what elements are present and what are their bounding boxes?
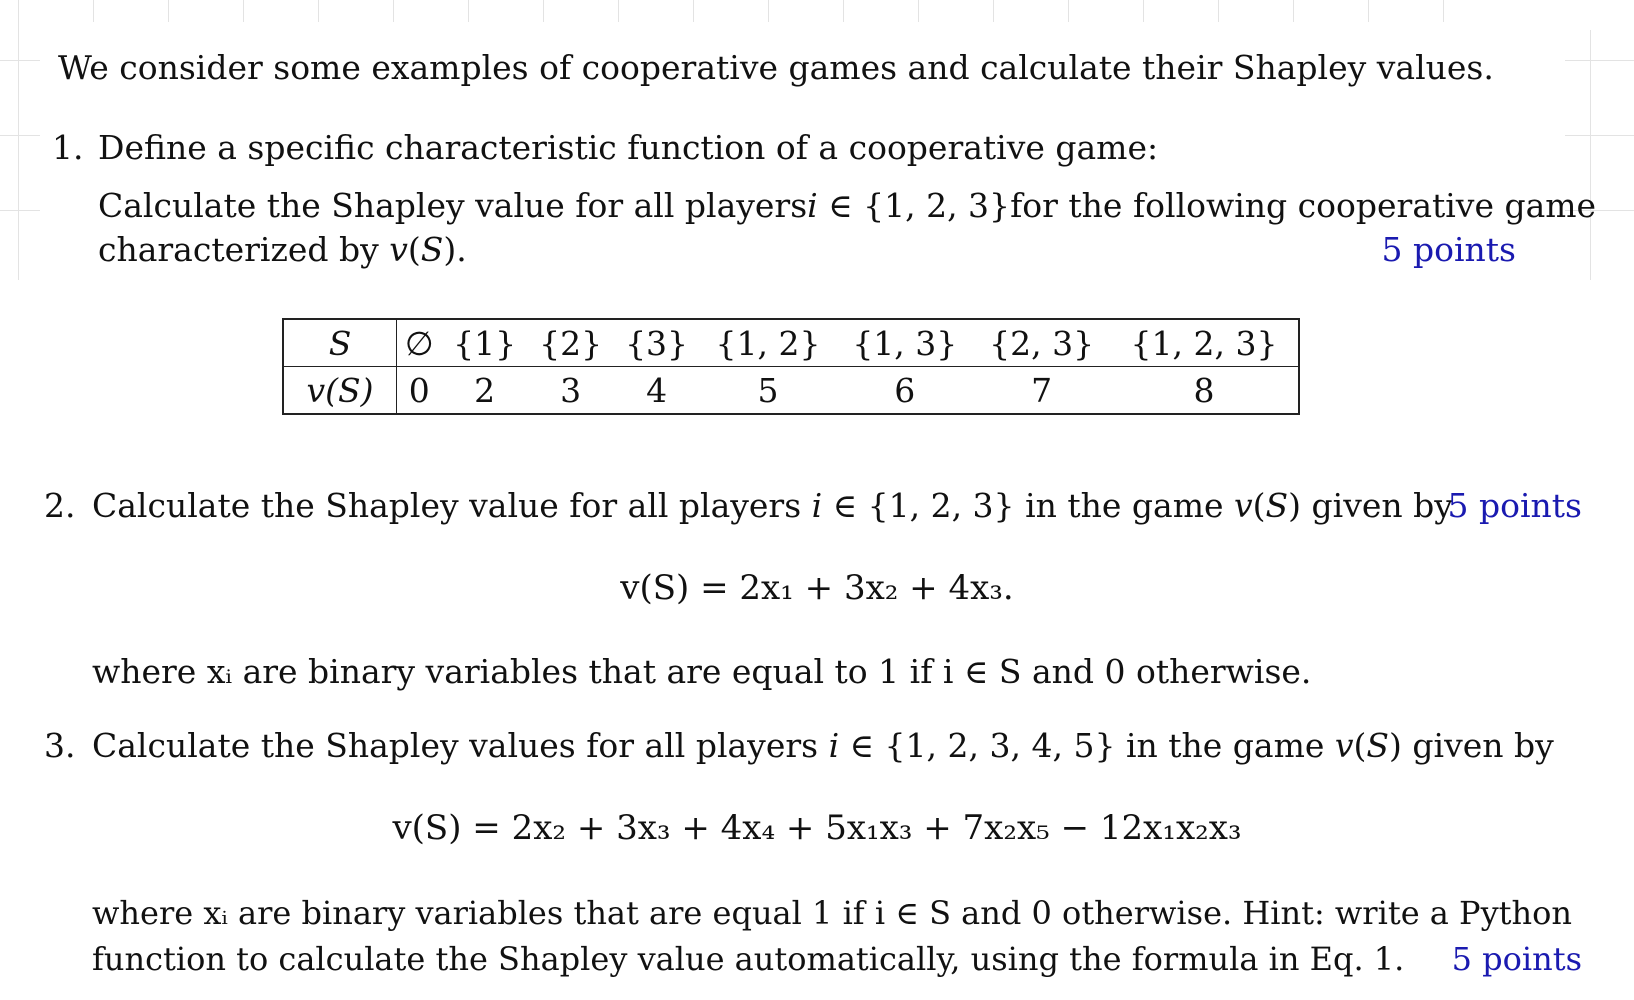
table-cell: ∅: [397, 319, 442, 367]
table-cell: 0: [408, 370, 430, 410]
item-1-text-c: characterized by: [98, 230, 379, 269]
item-2-player-set: i ∈ {1, 2, 3}: [811, 486, 1015, 525]
item-2-vs: v(S): [1234, 486, 1302, 525]
table-cell: {1, 2}: [700, 319, 837, 367]
item-3-vs: v(S): [1334, 726, 1402, 765]
table-row-values: [283, 367, 1299, 415]
item-2-text-c: given by: [1311, 486, 1453, 525]
item-3-formula: v(S) = 2x₂ + 3x₃ + 4x₄ + 5x₁x₃ + 7x₂x₅ − 12x₁x₂x₃: [392, 808, 1242, 848]
table-header-s: S: [283, 319, 397, 367]
table-cell: 3: [560, 370, 582, 410]
item-2-line: [92, 486, 1453, 525]
table-cell: 7: [1031, 370, 1053, 410]
item-3-where-line-1: where xᵢ are binary variables that are equal 1 if i ∈ S and 0 otherwise. Hint: write a Python: [92, 894, 1572, 932]
table-cell: 5: [757, 370, 779, 410]
item-1-line-1: [98, 186, 1597, 225]
item-1-vs: v(S).: [389, 230, 467, 269]
item-2-formula: v(S) = 2x₁ + 3x₂ + 4x₃.: [620, 568, 1014, 608]
item-1-number: 1.: [52, 128, 84, 167]
table-cell: {1}: [442, 319, 528, 367]
item-1-heading: Define a specific characteristic function of a cooperative game:: [98, 128, 1159, 167]
item-2-text-b: in the game: [1025, 486, 1224, 525]
table-cell: 6: [894, 370, 916, 410]
item-3-text-c: given by: [1412, 726, 1554, 765]
item-1-text-b: for the following cooperative game: [1010, 186, 1597, 225]
table-cell: 2: [474, 370, 496, 410]
item-3-text-b: in the game: [1125, 726, 1325, 765]
characteristic-function-table: [282, 318, 1300, 415]
item-2-where: where xᵢ are binary variables that are equal to 1 if i ∈ S and 0 otherwise.: [92, 652, 1312, 691]
item-1-line-2: [98, 230, 467, 269]
item-2-number: 2.: [44, 486, 76, 525]
table-row-coalitions: [283, 319, 1299, 367]
item-2-points: 5 points: [1447, 486, 1582, 525]
table-cell: {2, 3}: [973, 319, 1110, 367]
table-cell: {3}: [614, 319, 700, 367]
item-1-points: 5 points: [1381, 230, 1516, 269]
item-3-where-line-2: function to calculate the Shapley value automatically, using the formula in Eq. 1.: [92, 940, 1405, 978]
item-3-points: 5 points: [1451, 940, 1582, 978]
item-2-text-a: Calculate the Shapley value for all players: [92, 486, 802, 525]
table-cell: {1, 3}: [836, 319, 973, 367]
item-1-player-set: i ∈ {1, 2, 3}: [807, 186, 1011, 225]
intro-paragraph: We consider some examples of cooperative games and calculate their Shapley values.: [58, 48, 1494, 87]
table-cell: 4: [646, 370, 668, 410]
item-3-player-set: i ∈ {1, 2, 3, 4, 5}: [828, 726, 1116, 765]
table-cell: {1, 2, 3}: [1110, 319, 1299, 367]
item-3-number: 3.: [44, 726, 76, 765]
table-header-vs: v(S): [283, 367, 397, 415]
item-1-text-a: Calculate the Shapley value for all players: [98, 186, 808, 225]
table-cell: 8: [1193, 370, 1215, 410]
item-3-text-a: Calculate the Shapley values for all players: [92, 726, 819, 765]
item-3-line: [92, 726, 1554, 765]
table-cell: {2}: [528, 319, 614, 367]
